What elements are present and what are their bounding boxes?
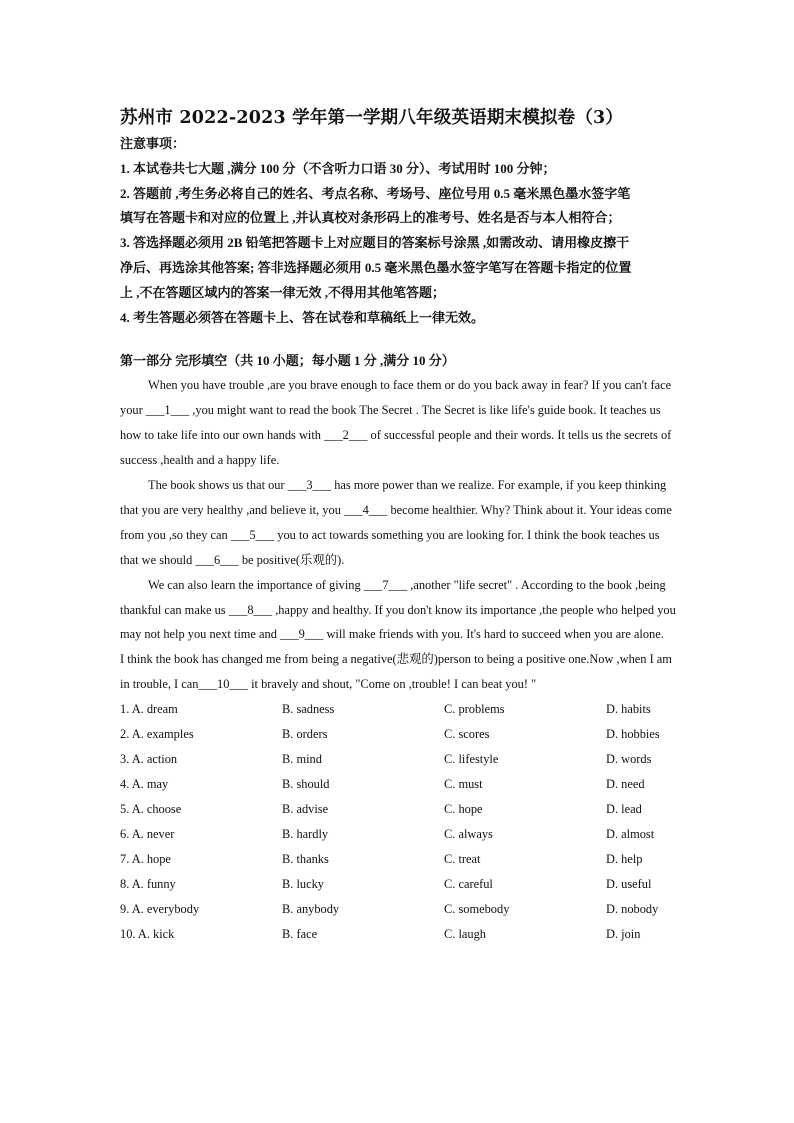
option-choice: 2. A. examples — [120, 727, 194, 742]
option-choice: B. orders — [282, 727, 328, 742]
notice-line: 净后、再选涂其他答案; 答非选择题必须用 0.5 毫米黑色墨水签字笔写在答题卡指定的位置 — [120, 259, 632, 275]
option-choice: B. mind — [282, 752, 322, 767]
notice-block — [120, 132, 680, 330]
option-choice: C. hope — [444, 802, 483, 817]
option-choice: 4. A. may — [120, 777, 169, 792]
section-title: 第一部分 完形填空（共 10 小题；每小题 1 分 ,满分 10 分） — [120, 353, 455, 369]
option-choice: D. help — [606, 852, 643, 867]
option-choice: C. must — [444, 777, 483, 792]
option-choice: C. lifestyle — [444, 752, 499, 767]
notice-line: 4. 考生答题必须答在答题卡上、答在试卷和草稿纸上一律无效。 — [120, 309, 485, 325]
notice-line: 2. 答题前 ,考生务必将自己的姓名、考点名称、考场号、座位号用 0.5 毫米黑色墨水签字笔 — [120, 185, 631, 201]
option-choice: 5. A. choose — [120, 802, 182, 817]
option-row — [120, 847, 680, 872]
option-choice: C. scores — [444, 727, 490, 742]
option-choice: C. careful — [444, 877, 493, 892]
option-choice: 9. A. everybody — [120, 902, 200, 917]
option-choice: D. lead — [606, 802, 642, 817]
option-choice: 7. A. hope — [120, 852, 171, 867]
option-choice: D. need — [606, 777, 645, 792]
notice-line: 填写在答题卡和对应的位置上 ,并认真校对条形码上的准考号、姓名是否与本人相符合； — [120, 210, 621, 226]
passage-paragraph: The book shows us that our ___3___ has more power than we realize. For example, if you keep thinking that you are very healthy ,and believe it, you ___4___ become healthier. Why? Think about it. Your ideas come from you ,so they can ___5___ you to act towards something you are looking for. I think the book teaches us that we should ___6___ be positive(乐观的). — [120, 478, 672, 567]
option-choice: B. sadness — [282, 702, 335, 717]
option-row — [120, 697, 680, 722]
notice-line: 1. 本试卷共七大题 ,满分 100 分（不含听力口语 30 分）、考试用时 100 分钟； — [120, 160, 556, 176]
option-choice: B. thanks — [282, 852, 329, 867]
option-choice: C. somebody — [444, 902, 510, 917]
option-choice: D. nobody — [606, 902, 659, 917]
option-row — [120, 922, 680, 947]
option-choice: B. anybody — [282, 902, 340, 917]
cloze-passage — [120, 373, 680, 697]
option-choice: B. hardly — [282, 827, 329, 842]
option-choice: 6. A. never — [120, 827, 175, 842]
option-choice: B. advise — [282, 802, 329, 817]
option-choice: C. treat — [444, 852, 481, 867]
option-choice: C. problems — [444, 702, 505, 717]
passage-paragraph: When you have trouble ,are you brave enough to face them or do you back away in fear? If you can't face your ___1___ ,you might want to read the book The Secret . The Secret is like life's guide book. It teaches us how to take life into our own hands with ___2___ of successful people and their words. It tells us the secrets of success ,health and a happy life. — [120, 378, 672, 468]
option-choice: D. almost — [606, 827, 655, 842]
option-choice: D. useful — [606, 877, 652, 892]
option-row — [120, 822, 680, 847]
option-choice: 3. A. action — [120, 752, 178, 767]
option-choice: 8. A. funny — [120, 877, 176, 892]
page-title: 苏州市 2022-2023 学年第一学期八年级英语期末模拟卷（3） — [120, 108, 624, 128]
option-row — [120, 772, 680, 797]
option-row — [120, 872, 680, 897]
option-choice: D. join — [606, 927, 641, 942]
option-choice: 10. A. kick — [120, 927, 175, 942]
option-choice: C. always — [444, 827, 493, 842]
notice-line: 上 ,不在答题区域内的答案一律无效 ,不得用其他笔答题； — [120, 284, 446, 300]
option-choice: D. words — [606, 752, 652, 767]
passage-paragraph: I think the book has changed me from being a negative(悲观的)person to being a positive one.Now ,when I am in trouble, I can___10___ it bravely and shout, "Come on ,trouble! I can beat you! " — [120, 652, 672, 692]
option-row — [120, 747, 680, 772]
options-list — [120, 697, 680, 947]
option-row — [120, 797, 680, 822]
notice-line: 3. 答选择题必须用 2B 铅笔把答题卡上对应题目的答案标号涂黑 ,如需改动、请用橡皮擦干 — [120, 235, 630, 251]
option-row — [120, 897, 680, 922]
option-choice: B. lucky — [282, 877, 324, 892]
option-choice: 1. A. dream — [120, 702, 178, 717]
passage-paragraph: We can also learn the importance of giving ___7___ ,another "life secret" . According to the book ,being thankful can make us ___8___ ,happy and healthy. If you don't know its importance ,the people who helped you may not help you next time and ___9___ will make friends with you. It's hard to succeed when you are alone. — [120, 577, 676, 642]
option-choice: C. laugh — [444, 927, 486, 942]
option-choice: B. face — [282, 927, 318, 942]
exam-page — [120, 104, 680, 947]
option-row — [120, 722, 680, 747]
notice-heading: 注意事项： — [120, 136, 186, 151]
option-choice: D. habits — [606, 702, 651, 717]
option-choice: D. hobbies — [606, 727, 660, 742]
option-choice: B. should — [282, 777, 330, 792]
